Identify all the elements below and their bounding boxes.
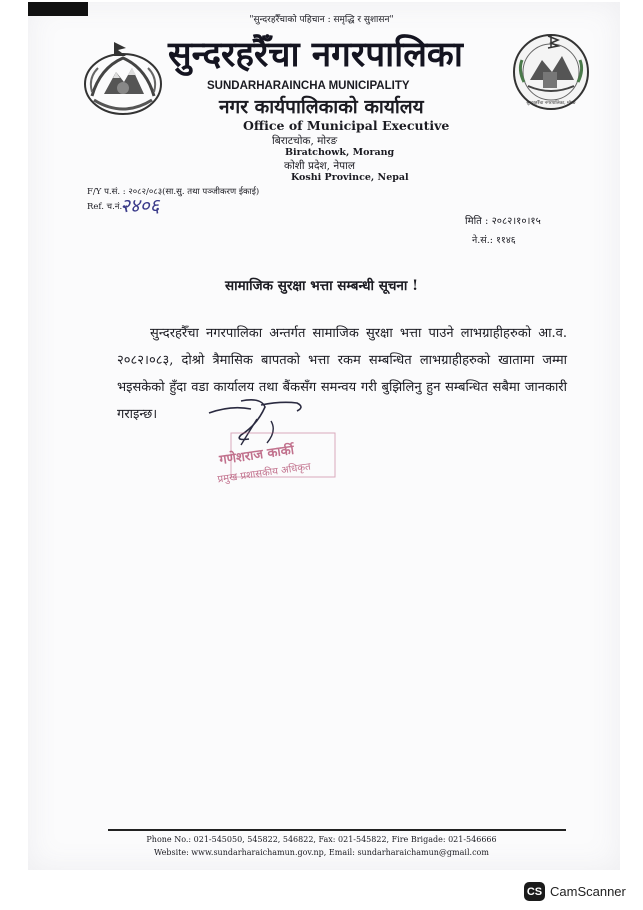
stamp-name: गणेशराज कार्की bbox=[218, 442, 296, 469]
reference-label: Ref. च.नं. : bbox=[87, 202, 128, 212]
notice-body-text: सुन्दरहरैँचा नगरपालिका अन्तर्गत सामाजिक सुरक्षा भत्ता पाउने लाभग्राहीहरुको आ.व. २०८२।०८३, दोश्रो त्रैमासिक बापतको भत्ता रकम सम्बन्धित लाभग्राहीहरुको खातामा जम्मा भइसकेको हुँदा वडा कार्यालय तथा बैंकसँग समन्वय गरी बुझिलिनु हुन सम्बन्धित सबैमा जानकारी गराइन्छ। bbox=[117, 326, 567, 422]
municipality-title-en: SUNDARHARAINCHA MUNICIPALITY bbox=[207, 80, 410, 92]
address-line-2: कोशी प्रदेश, नेपाल bbox=[284, 160, 355, 172]
date: मिति : २०८२।१०।१५ bbox=[465, 216, 541, 227]
nepal-sambat-date: ने.सं.: ११४६ bbox=[472, 235, 516, 246]
stamp-title: प्रमुख प्रशासकीय अधिकृत bbox=[216, 461, 312, 486]
signature-stroke bbox=[209, 400, 301, 440]
footer-contact: Phone No.: 021-545050, 545822, 546822, Fax: 021-545822, Fire Brigade: 021-546666 bbox=[146, 835, 497, 844]
signature-stamp bbox=[201, 395, 341, 505]
municipality-title: सुन्दरहरैँचा नगरपालिका bbox=[168, 34, 463, 75]
footer-divider bbox=[108, 829, 566, 831]
address-line-1: बिराटचोक, मोरङ bbox=[272, 135, 338, 147]
camscanner-logo-icon: CS bbox=[524, 882, 545, 901]
notice-subject: सामाजिक सुरक्षा भत्ता सम्बन्धी सूचना ! bbox=[224, 278, 419, 294]
fiscal-year: F/Y प.सं. : २०८२/०८३(सा.सु. तथा पञ्जीकरण ईकाई) bbox=[87, 187, 260, 197]
office-title-en: Office of Municipal Executive bbox=[243, 118, 450, 133]
slogan: "सुन्दरहरैँचाको पहिचान : समृद्धि र सुशासन" bbox=[249, 15, 394, 25]
footer-website: Website: www.sundarharaichamun.gov.np, Email: sundarharaichamun@gmail.com bbox=[154, 848, 489, 857]
reference-number: २४०६ bbox=[120, 195, 160, 217]
municipality-seal-icon bbox=[508, 30, 594, 112]
seal-caption: सुन्दरहरैँचा नगरपालिका, मोरङ bbox=[526, 101, 576, 106]
notice-body bbox=[117, 320, 567, 428]
address-line-1-en: Biratchowk, Morang bbox=[285, 147, 395, 158]
nepal-emblem-icon bbox=[80, 38, 166, 120]
address-line-2-en: Koshi Province, Nepal bbox=[291, 172, 409, 183]
office-title: नगर कार्यपालिकाको कार्यालय bbox=[219, 96, 424, 118]
camscanner-label: CamScanner bbox=[550, 884, 626, 899]
